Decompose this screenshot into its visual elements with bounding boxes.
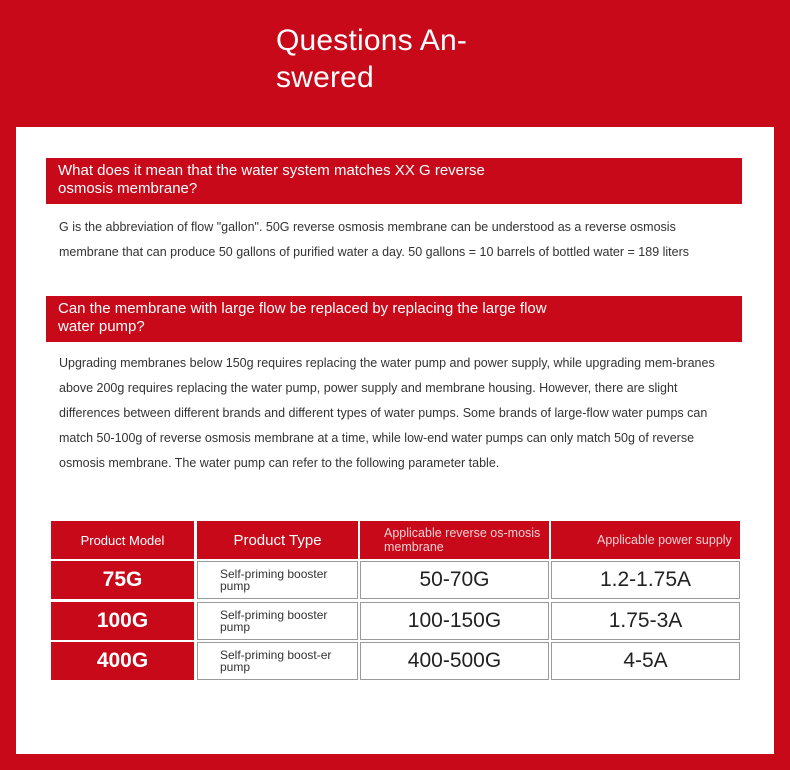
question-bar-1 xyxy=(46,158,742,204)
table-row-3-model: 400G xyxy=(51,642,194,680)
header-product-model: Product Model xyxy=(51,521,194,559)
table-row-1-power: 1.2-1.75A xyxy=(551,561,740,599)
answer-1: G is the abbreviation of flow "gallon". 50G reverse osmosis membrane can be understood as a reverse osmosis membrane that can produce 50 gallons of purified water a day. 50 gallons = 10 barrels of bottled water = 189 liters xyxy=(59,220,690,259)
header-product-type: Product Type xyxy=(197,521,358,559)
table-row-3-power: 4-5A xyxy=(551,642,740,680)
table-row-3-membrane: 400-500G xyxy=(360,642,549,680)
page-title: Questions An-swered xyxy=(276,24,468,94)
question-bar-2 xyxy=(46,296,742,342)
table-row-2-power: 1.75-3A xyxy=(551,602,740,640)
question-2: Can the membrane with large flow be replaced by replacing the large flow water pump? xyxy=(58,300,547,335)
table-row-1-type: Self-priming booster pump xyxy=(197,561,358,599)
table-row-1-membrane: 50-70G xyxy=(360,561,549,599)
question-1: What does it mean that the water system matches XX G reverse osmosis membrane? xyxy=(58,162,485,197)
header-power-supply: Applicable power supply xyxy=(551,521,740,559)
table-row-1-model: 75G xyxy=(51,561,194,599)
content-panel xyxy=(16,127,774,754)
answer-2: Upgrading membranes below 150g requires replacing the water pump and power supply, while upgrading mem-branes above 200g requires replacing the water pump, power supply and membrane housing. However, there are slight differences between different brands and different types of water pumps. Some brands of large-flow water pumps can match 50-100g of reverse osmosis membrane at a time, while low-end water pumps can only match 50g of reverse osmosis membrane. The water pump can refer to the following parameter table. xyxy=(59,356,715,470)
table-row-2-model: 100G xyxy=(51,602,194,640)
table-row-2-type: Self-priming booster pump xyxy=(197,602,358,640)
parameter-table xyxy=(51,521,741,681)
header-membrane: Applicable reverse os-mosis membrane xyxy=(360,521,549,559)
table-row-2-membrane: 100-150G xyxy=(360,602,549,640)
table-row-3-type: Self-priming boost-er pump xyxy=(197,642,358,680)
